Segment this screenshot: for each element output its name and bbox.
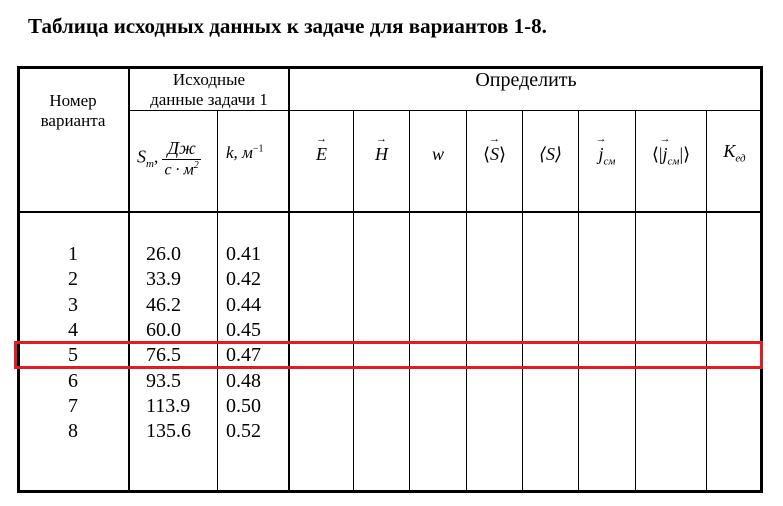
- col-divider: [522, 110, 523, 492]
- col-divider: [353, 110, 354, 492]
- sym-S-vec: → S: [490, 144, 499, 165]
- unit-den-sup: 2: [193, 160, 199, 171]
- header-K-ed: [707, 141, 762, 165]
- variant-number-cell: 8: [68, 420, 78, 442]
- sm-value-cell: 46.2: [146, 294, 181, 316]
- header-k: [226, 143, 264, 163]
- page-title: Таблица исходных данных к задаче для вариантов 1-8.: [28, 14, 547, 38]
- sym-S-sub: m: [146, 157, 154, 170]
- unit-num: Дж: [162, 138, 200, 160]
- bracket-right: ⟩: [499, 144, 507, 164]
- col-divider: [128, 67, 130, 492]
- sym-k: k: [226, 143, 234, 162]
- variant-number-cell: 5: [68, 344, 78, 366]
- header-initial-line2: данные задачи 1: [150, 90, 268, 109]
- bracket-left: ⟨: [651, 144, 659, 164]
- header-variant-line1: Номер: [49, 91, 97, 110]
- col-divider: [466, 110, 467, 492]
- header-j-abs-avg: [636, 144, 706, 168]
- header-E: [290, 144, 353, 165]
- col-divider: [217, 110, 218, 492]
- sym-j-sub: см: [603, 155, 616, 168]
- unit-den: с · м: [164, 161, 194, 179]
- variant-number-cell: 6: [68, 370, 78, 392]
- col-divider: [288, 67, 290, 492]
- sym-k-unit: , м: [233, 143, 253, 162]
- k-value-cell: 0.48: [226, 370, 261, 392]
- header-H: [354, 144, 409, 165]
- abs-bar-right: |: [679, 144, 684, 164]
- unit-fraction: [162, 138, 200, 179]
- sm-value-cell: 113.9: [146, 395, 191, 417]
- k-value-cell: 0.52: [226, 420, 261, 442]
- sym-K-sub: ед: [735, 152, 746, 165]
- k-value-cell: 0.42: [226, 268, 261, 290]
- bracket-left: ⟨: [482, 144, 490, 164]
- header-variant: [20, 91, 126, 131]
- sym-j-sub: см: [667, 155, 680, 168]
- row-divider: [129, 110, 762, 111]
- sm-value-cell: 93.5: [146, 370, 181, 392]
- sm-value-cell: 33.9: [146, 268, 181, 290]
- header-j-cm: [579, 144, 635, 168]
- sym-K: K: [723, 141, 736, 161]
- sm-value-cell: 60.0: [146, 319, 181, 341]
- header-determine: Определить: [475, 69, 577, 91]
- sm-value-cell: 26.0: [146, 243, 181, 265]
- variant-number-cell: 2: [68, 268, 78, 290]
- header-S-vec-avg: [467, 144, 522, 165]
- variant-number-cell: 7: [68, 395, 78, 417]
- highlight-row-box: [14, 341, 763, 369]
- sym-k-sup: −1: [252, 143, 264, 155]
- header-variant-line2: варианта: [40, 111, 106, 130]
- sym-S: S: [137, 146, 146, 167]
- abs-bar-left: |: [658, 144, 663, 164]
- header-sm: [137, 138, 201, 179]
- header-S-avg: ⟨S⟩: [538, 144, 563, 164]
- sm-value-cell: 76.5: [146, 344, 181, 366]
- k-value-cell: 0.44: [226, 294, 261, 316]
- variant-number-cell: 3: [68, 294, 78, 316]
- k-value-cell: 0.50: [226, 395, 261, 417]
- header-w: w: [431, 144, 444, 164]
- k-value-cell: 0.45: [226, 319, 261, 341]
- variant-number-cell: 1: [68, 243, 78, 265]
- col-divider: [409, 110, 410, 492]
- sym-comma: ,: [153, 147, 159, 167]
- row-divider: [18, 211, 762, 213]
- sym-j: → j: [599, 144, 604, 165]
- k-value-cell: 0.47: [226, 344, 261, 366]
- variant-number-cell: 4: [68, 319, 78, 341]
- bracket-right: ⟩: [683, 144, 691, 164]
- sm-value-cell: 135.6: [146, 420, 191, 442]
- header-initial-data: [130, 70, 288, 110]
- k-value-cell: 0.41: [226, 243, 261, 265]
- col-divider: [706, 110, 707, 492]
- sym-H: → H: [375, 144, 388, 165]
- sym-E: → E: [316, 144, 327, 165]
- sym-j: → j: [663, 144, 668, 165]
- header-initial-line1: Исходные: [172, 70, 246, 89]
